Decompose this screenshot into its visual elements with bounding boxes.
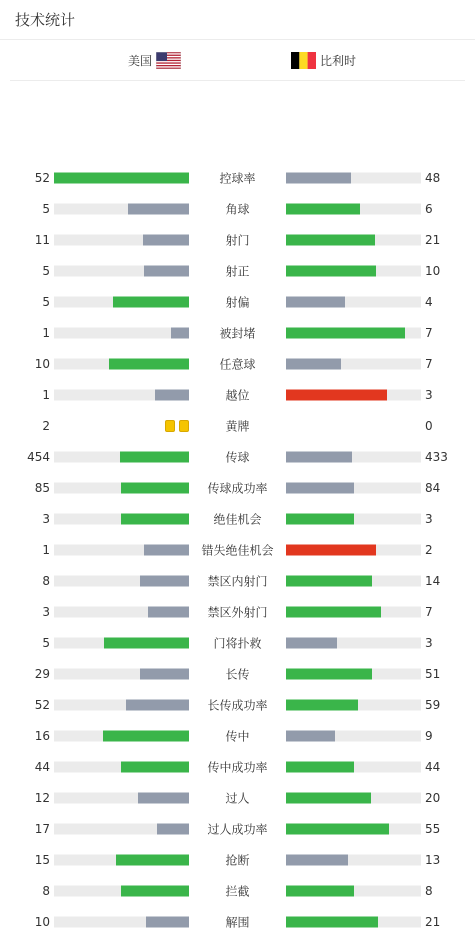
stat-label: 拦截 <box>225 884 250 898</box>
yellow-card-icon <box>165 420 175 432</box>
stat-row <box>0 379 475 410</box>
away-bar-track <box>286 575 421 586</box>
away-value: 6 <box>425 201 433 216</box>
stat-row <box>0 286 475 317</box>
stat-row <box>0 689 475 720</box>
home-value: 1 <box>42 325 50 340</box>
home-bar-fill <box>143 234 189 245</box>
home-bar-fill <box>128 203 189 214</box>
home-value: 85 <box>34 480 50 495</box>
home-value: 16 <box>34 728 50 743</box>
stat-label: 传球 <box>225 450 250 464</box>
page-title: 技术统计 <box>15 11 76 29</box>
stat-row <box>0 410 475 441</box>
stat-label: 黄牌 <box>225 419 250 433</box>
home-value: 52 <box>34 170 50 185</box>
home-bar-fill <box>171 327 189 338</box>
home-value: 1 <box>42 542 50 557</box>
away-value: 9 <box>425 728 433 743</box>
stat-row <box>0 751 475 782</box>
away-value: 3 <box>425 635 433 650</box>
stat-label: 射门 <box>225 233 250 247</box>
home-bar-fill <box>148 606 189 617</box>
home-bar-track <box>54 606 189 617</box>
away-bar-track <box>286 296 421 307</box>
stat-row <box>0 565 475 596</box>
away-bar-fill <box>286 265 376 276</box>
stat-label: 任意球 <box>219 357 256 371</box>
home-bar-fill <box>121 513 189 524</box>
away-bar-fill <box>286 358 341 369</box>
away-team[interactable] <box>291 52 356 69</box>
stat-row <box>0 875 475 906</box>
away-bar-track <box>286 234 421 245</box>
home-bar-fill <box>116 854 189 865</box>
home-bar-fill <box>120 451 189 462</box>
stat-row <box>0 844 475 875</box>
home-bar-track <box>54 637 189 648</box>
home-bar-track <box>54 234 189 245</box>
away-bar-fill <box>286 916 378 927</box>
home-value: 5 <box>42 294 50 309</box>
stat-row <box>0 162 475 193</box>
away-bar-fill <box>286 761 354 772</box>
stat-label: 解围 <box>225 915 250 929</box>
away-value: 7 <box>425 356 433 371</box>
home-bar-fill <box>104 637 189 648</box>
home-value: 10 <box>34 356 50 371</box>
away-value: 8 <box>425 883 433 898</box>
away-bar-track <box>286 761 421 772</box>
away-bar-fill <box>286 234 375 245</box>
away-bar-fill <box>286 854 348 865</box>
stat-row <box>0 906 475 937</box>
away-bar-fill <box>286 606 381 617</box>
stat-label: 射正 <box>225 264 250 278</box>
stat-label: 传球成功率 <box>207 481 268 495</box>
stat-row <box>0 503 475 534</box>
home-bar-track <box>54 823 189 834</box>
away-bar-fill <box>286 389 387 400</box>
away-value: 10 <box>425 263 441 278</box>
home-value: 8 <box>42 883 50 898</box>
away-value: 7 <box>425 604 433 619</box>
home-bar-track <box>54 451 189 462</box>
stat-row <box>0 813 475 844</box>
teams-header <box>10 40 465 81</box>
away-bar-fill <box>286 885 354 896</box>
home-bar-fill <box>138 792 189 803</box>
away-bar-track <box>286 792 421 803</box>
stat-label: 绝佳机会 <box>213 512 262 526</box>
away-value: 51 <box>425 666 441 681</box>
home-bar-track <box>54 730 189 741</box>
stat-row <box>0 658 475 689</box>
stat-label: 射偏 <box>225 295 250 309</box>
stat-row <box>0 224 475 255</box>
stat-label: 门将扑救 <box>213 636 262 650</box>
home-bar-track <box>54 358 189 369</box>
home-bar-track <box>54 389 189 400</box>
stat-row <box>0 441 475 472</box>
home-value: 5 <box>42 635 50 650</box>
stat-label: 控球率 <box>219 171 256 185</box>
stat-row <box>0 255 475 286</box>
away-bar-fill <box>286 792 371 803</box>
stat-label: 传中成功率 <box>207 760 268 774</box>
away-value: 4 <box>425 294 433 309</box>
stat-row <box>0 782 475 813</box>
stat-label: 错失绝佳机会 <box>201 543 274 557</box>
away-bar-fill <box>286 203 360 214</box>
home-bar-fill <box>157 823 189 834</box>
away-bar-track <box>286 389 421 400</box>
home-bar-track <box>54 172 189 183</box>
away-value: 48 <box>425 170 441 185</box>
away-value: 7 <box>425 325 433 340</box>
away-bar-fill <box>286 637 337 648</box>
home-value: 5 <box>42 263 50 278</box>
home-team[interactable] <box>128 52 181 69</box>
home-bar-track <box>54 327 189 338</box>
home-value: 5 <box>42 201 50 216</box>
away-bar-track <box>286 544 421 555</box>
home-value: 52 <box>34 697 50 712</box>
home-bar-track <box>54 699 189 710</box>
home-bar-track <box>54 668 189 679</box>
home-bar-track <box>54 761 189 772</box>
home-bar-track <box>54 792 189 803</box>
home-value: 10 <box>34 914 50 929</box>
away-bar-track <box>286 482 421 493</box>
belgium-flag-icon <box>291 52 316 69</box>
home-bar-track <box>54 916 189 927</box>
away-bar-track <box>286 358 421 369</box>
away-bar-fill <box>286 544 376 555</box>
away-value: 84 <box>425 480 441 495</box>
away-value: 20 <box>425 790 441 805</box>
home-value: 1 <box>42 387 50 402</box>
home-value: 11 <box>34 232 50 247</box>
away-bar-fill <box>286 172 351 183</box>
home-bar-fill <box>155 389 189 400</box>
away-bar-track <box>286 606 421 617</box>
home-bar-fill <box>140 668 189 679</box>
home-bar-track <box>54 296 189 307</box>
stat-row <box>0 317 475 348</box>
home-bar-track <box>54 513 189 524</box>
home-bar-fill <box>121 482 189 493</box>
home-bar-fill <box>144 544 189 555</box>
away-value: 59 <box>425 697 441 712</box>
away-bar-fill <box>286 513 354 524</box>
away-bar-track <box>286 916 421 927</box>
stat-label: 越位 <box>225 388 250 402</box>
home-bar-fill <box>146 916 189 927</box>
stat-row <box>0 534 475 565</box>
usa-flag-icon <box>156 52 181 69</box>
away-bar-track <box>286 327 421 338</box>
stat-label: 过人 <box>225 791 250 805</box>
home-yellow-cards <box>165 420 189 432</box>
stat-label: 禁区内射门 <box>207 574 268 588</box>
away-bar-track <box>286 730 421 741</box>
stat-label: 过人成功率 <box>207 822 268 836</box>
home-value: 2 <box>42 418 50 433</box>
away-value: 55 <box>425 821 441 836</box>
away-bar-track <box>286 823 421 834</box>
away-value: 433 <box>425 449 448 464</box>
away-bar-track <box>286 172 421 183</box>
away-bar-fill <box>286 327 405 338</box>
stat-row <box>0 348 475 379</box>
home-value: 44 <box>34 759 50 774</box>
away-value: 21 <box>425 914 441 929</box>
home-bar-fill <box>144 265 189 276</box>
away-bar-track <box>286 203 421 214</box>
away-value: 13 <box>425 852 441 867</box>
away-bar-fill <box>286 730 335 741</box>
stat-row <box>0 720 475 751</box>
home-value: 12 <box>34 790 50 805</box>
away-bar-track <box>286 854 421 865</box>
home-value: 17 <box>34 821 50 836</box>
away-value: 0 <box>425 418 433 433</box>
away-bar-fill <box>286 296 345 307</box>
stat-row <box>0 193 475 224</box>
home-bar-fill <box>109 358 189 369</box>
stat-label: 被封堵 <box>219 326 256 340</box>
stat-row <box>0 472 475 503</box>
away-bar-fill <box>286 451 352 462</box>
stat-label: 长传 <box>225 667 250 681</box>
away-team-name: 比利时 <box>320 54 357 68</box>
home-team-name: 美国 <box>127 54 152 68</box>
stat-label: 长传成功率 <box>207 698 268 712</box>
home-bar-fill <box>121 761 189 772</box>
home-bar-fill <box>140 575 189 586</box>
home-value: 15 <box>34 852 50 867</box>
away-value: 3 <box>425 511 433 526</box>
away-value: 21 <box>425 232 441 247</box>
home-bar-fill <box>54 172 189 183</box>
stat-row <box>0 596 475 627</box>
stat-label: 角球 <box>225 202 250 216</box>
home-bar-fill <box>121 885 189 896</box>
home-bar-fill <box>113 296 189 307</box>
away-value: 3 <box>425 387 433 402</box>
home-value: 8 <box>42 573 50 588</box>
away-bar-track <box>286 451 421 462</box>
away-value: 2 <box>425 542 433 557</box>
home-bar-track <box>54 575 189 586</box>
home-bar-track <box>54 203 189 214</box>
yellow-card-icon <box>179 420 189 432</box>
stat-label: 禁区外射门 <box>207 605 268 619</box>
away-bar-track <box>286 265 421 276</box>
away-value: 44 <box>425 759 441 774</box>
away-bar-fill <box>286 575 372 586</box>
away-bar-track <box>286 885 421 896</box>
home-value: 3 <box>42 511 50 526</box>
stat-row <box>0 627 475 658</box>
away-bar-fill <box>286 823 389 834</box>
stat-label: 抢断 <box>225 853 250 867</box>
home-bar-fill <box>126 699 189 710</box>
stat-label: 传中 <box>225 729 250 743</box>
away-bar-fill <box>286 699 358 710</box>
away-bar-track <box>286 513 421 524</box>
home-value: 3 <box>42 604 50 619</box>
home-bar-track <box>54 482 189 493</box>
page-header <box>0 0 475 40</box>
away-bar-track <box>286 668 421 679</box>
away-value: 14 <box>425 573 441 588</box>
away-bar-track <box>286 637 421 648</box>
home-value: 454 <box>27 449 50 464</box>
home-bar-track <box>54 544 189 555</box>
home-bar-track <box>54 265 189 276</box>
home-bar-track <box>54 854 189 865</box>
away-bar-fill <box>286 482 354 493</box>
home-value: 29 <box>34 666 50 681</box>
home-bar-track <box>54 885 189 896</box>
away-bar-track <box>286 699 421 710</box>
away-bar-fill <box>286 668 372 679</box>
home-bar-fill <box>103 730 189 741</box>
